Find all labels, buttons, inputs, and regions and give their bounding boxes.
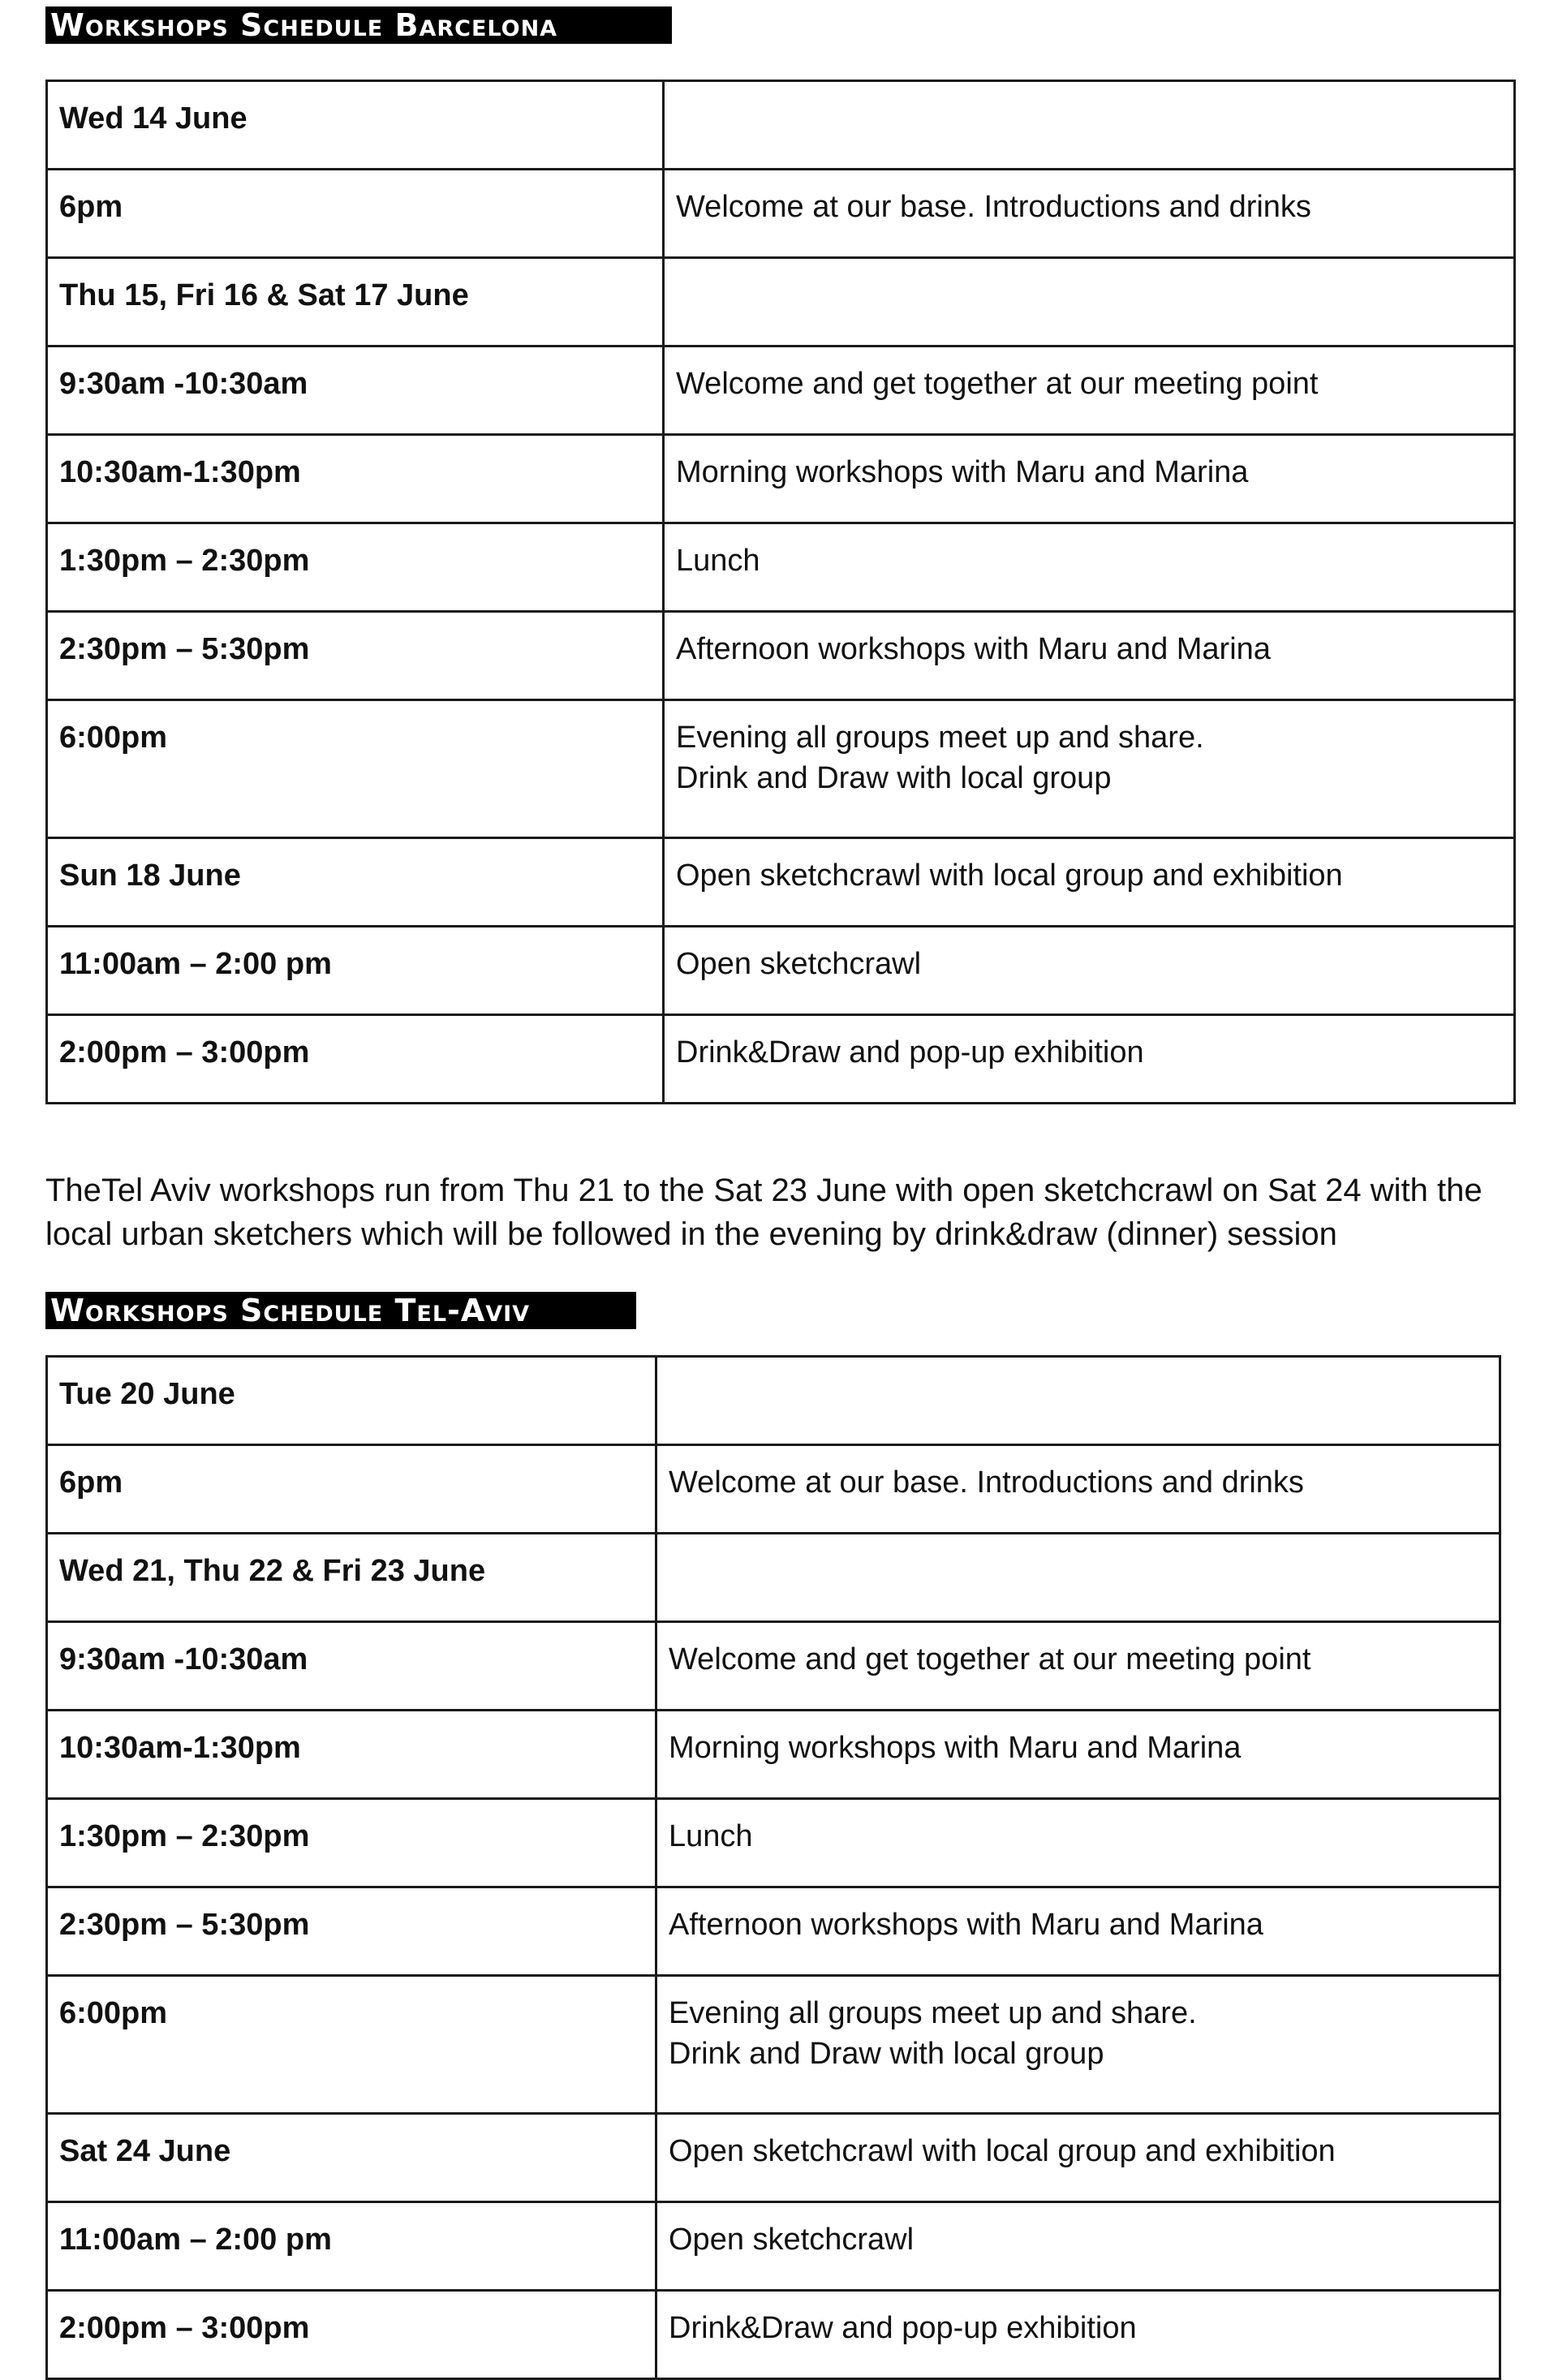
schedule-description-cell xyxy=(664,1015,1515,1104)
schedule-time-cell: 6:00pm xyxy=(47,1976,656,2114)
schedule-time-cell: 10:30am-1:30pm xyxy=(47,1711,656,1799)
schedule-description-cell xyxy=(664,81,1515,170)
schedule-description-cell xyxy=(656,1799,1500,1887)
schedule-row xyxy=(47,81,1515,170)
schedule-description-line: Welcome at our base. Introductions and drinks xyxy=(669,1465,1304,1500)
schedule-row xyxy=(47,1976,1500,2114)
tel-aviv-heading: Workshops Schedule Tel-Aviv xyxy=(45,1292,636,1329)
schedule-row xyxy=(47,346,1515,435)
barcelona-schedule-body xyxy=(47,81,1515,1104)
schedule-description-cell xyxy=(656,1622,1500,1711)
schedule-row xyxy=(47,2291,1500,2379)
schedule-description-cell xyxy=(656,1357,1500,1445)
schedule-time-cell: Sat 24 June xyxy=(47,2114,656,2202)
schedule-row xyxy=(47,1887,1500,1976)
schedule-description-line: Welcome and get together at our meeting point xyxy=(676,367,1319,401)
schedule-description-cell xyxy=(664,612,1515,700)
schedule-time-cell: 11:00am – 2:00 pm xyxy=(47,2202,656,2291)
schedule-time-cell: 6:00pm xyxy=(47,700,664,838)
schedule-row xyxy=(47,927,1515,1015)
schedule-row xyxy=(47,612,1515,700)
schedule-description-cell xyxy=(664,523,1515,612)
schedule-time-cell: Tue 20 June xyxy=(47,1357,656,1445)
schedule-description-cell xyxy=(656,1445,1500,1534)
schedule-row xyxy=(47,170,1515,258)
schedule-time-cell: 10:30am-1:30pm xyxy=(47,435,664,523)
tel-aviv-schedule-table xyxy=(45,1355,1501,2380)
schedule-description-cell xyxy=(656,1976,1500,2114)
schedule-description-line: Drink and Draw with local group xyxy=(669,2037,1104,2071)
schedule-description-cell xyxy=(664,927,1515,1015)
schedule-row xyxy=(47,1534,1500,1622)
schedule-time-cell: 6pm xyxy=(47,1445,656,1534)
schedule-time-cell: 1:30pm – 2:30pm xyxy=(47,1799,656,1887)
schedule-description-line: Afternoon workshops with Maru and Marina xyxy=(676,632,1271,666)
schedule-time-cell: 9:30am -10:30am xyxy=(47,1622,656,1711)
schedule-description-line: Drink&Draw and pop-up exhibition xyxy=(676,1035,1144,1069)
schedule-description-line: Drink and Draw with local group xyxy=(676,761,1112,795)
schedule-description-line: Drink&Draw and pop-up exhibition xyxy=(669,2311,1137,2345)
schedule-time-cell: 9:30am -10:30am xyxy=(47,346,664,435)
barcelona-schedule-table xyxy=(45,80,1516,1104)
schedule-description-cell xyxy=(656,1534,1500,1622)
schedule-description-line: Lunch xyxy=(676,544,760,578)
schedule-row xyxy=(47,1015,1515,1104)
schedule-row xyxy=(47,1357,1500,1445)
schedule-row xyxy=(47,435,1515,523)
schedule-time-cell: 6pm xyxy=(47,170,664,258)
schedule-description-line: Morning workshops with Maru and Marina xyxy=(676,455,1249,489)
schedule-description-cell xyxy=(664,170,1515,258)
schedule-row xyxy=(47,838,1515,927)
schedule-row xyxy=(47,258,1515,346)
schedule-description-cell xyxy=(664,435,1515,523)
schedule-description-line: Open sketchcrawl with local group and exhibition xyxy=(669,2134,1336,2168)
schedule-time-cell: Wed 21, Thu 22 & Fri 23 June xyxy=(47,1534,656,1622)
tel-aviv-intro-paragraph: TheTel Aviv workshops run from Thu 21 to the Sat 23 June with open sketchcrawl on Sat 24 with the local urban sketchers which will be followed in the evening by drink&draw (dinner) session xyxy=(45,1173,1483,1252)
schedule-time-cell: 2:00pm – 3:00pm xyxy=(47,2291,656,2379)
schedule-description-cell xyxy=(656,2202,1500,2291)
schedule-description-line: Welcome at our base. Introductions and drinks xyxy=(676,190,1311,224)
schedule-row xyxy=(47,1445,1500,1534)
schedule-time-cell: Sun 18 June xyxy=(47,838,664,927)
schedule-time-cell: 11:00am – 2:00 pm xyxy=(47,927,664,1015)
schedule-row xyxy=(47,2114,1500,2202)
schedule-description-cell xyxy=(656,2291,1500,2379)
schedule-description-cell xyxy=(656,2114,1500,2202)
schedule-description-line: Morning workshops with Maru and Marina xyxy=(669,1731,1242,1765)
schedule-row xyxy=(47,1622,1500,1711)
schedule-time-cell: Wed 14 June xyxy=(47,81,664,170)
schedule-row xyxy=(47,700,1515,838)
schedule-time-cell: Thu 15, Fri 16 & Sat 17 June xyxy=(47,258,664,346)
schedule-description-line: Open sketchcrawl xyxy=(676,947,922,981)
schedule-time-cell: 2:00pm – 3:00pm xyxy=(47,1015,664,1104)
schedule-description-cell xyxy=(664,700,1515,838)
schedule-description-line: Afternoon workshops with Maru and Marina xyxy=(669,1908,1263,1942)
schedule-row xyxy=(47,2202,1500,2291)
schedule-row xyxy=(47,1799,1500,1887)
schedule-description-line: Welcome and get together at our meeting point xyxy=(669,1642,1311,1676)
schedule-description-line: Lunch xyxy=(669,1819,753,1853)
schedule-description-cell xyxy=(664,838,1515,927)
schedule-row xyxy=(47,523,1515,612)
tel-aviv-schedule-body xyxy=(47,1357,1500,2379)
schedule-time-cell: 2:30pm – 5:30pm xyxy=(47,612,664,700)
schedule-row xyxy=(47,1711,1500,1799)
schedule-description-cell xyxy=(664,346,1515,435)
schedule-description-cell xyxy=(656,1711,1500,1799)
schedule-description-cell xyxy=(664,258,1515,346)
barcelona-heading: Workshops Schedule Barcelona xyxy=(45,6,672,44)
schedule-time-cell: 1:30pm – 2:30pm xyxy=(47,523,664,612)
schedule-description-line: Evening all groups meet up and share. xyxy=(676,721,1204,755)
schedule-description-line: Evening all groups meet up and share. xyxy=(669,1996,1197,2030)
schedule-description-cell xyxy=(656,1887,1500,1976)
schedule-description-line: Open sketchcrawl xyxy=(669,2223,915,2257)
schedule-time-cell: 2:30pm – 5:30pm xyxy=(47,1887,656,1976)
schedule-description-line: Open sketchcrawl with local group and exhibition xyxy=(676,859,1343,893)
